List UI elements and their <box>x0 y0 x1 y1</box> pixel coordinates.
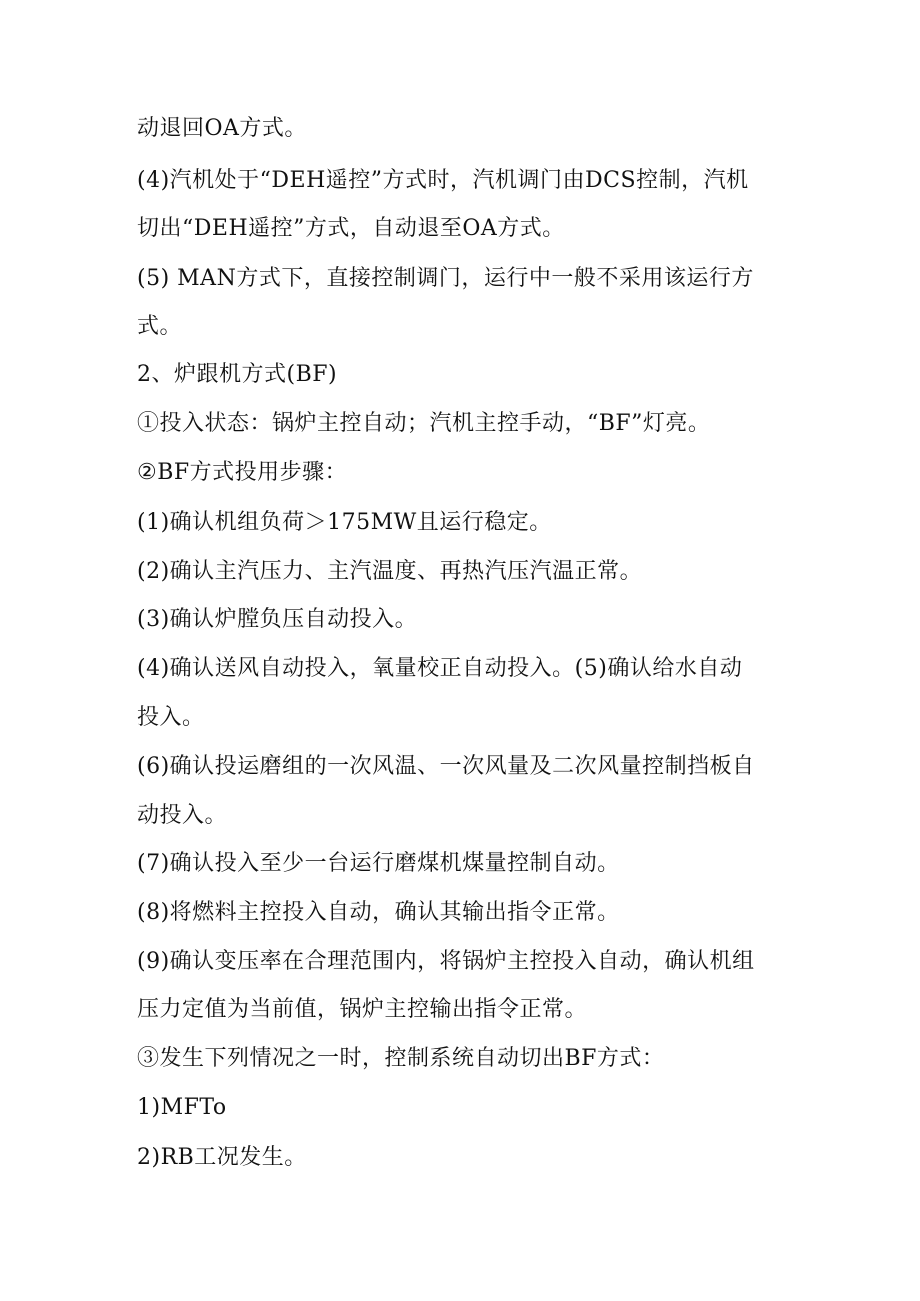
list-item: (8)将燃料主控投入自动，确认其输出指令正常。 <box>137 900 620 925</box>
text-line: ①投入状态：锅炉主控自动；汽机主控手动，“BF”灯亮。 <box>137 411 711 436</box>
text-line: ②BF方式投用步骤： <box>137 460 348 485</box>
text-line: 投入。 <box>137 705 205 730</box>
text-line: 动投入。 <box>137 803 228 828</box>
text-line: (4)汽机处于“DEH遥控”方式时，汽机调门由DCS控制，汽机 <box>137 168 749 193</box>
text-line: ③发生下列情况之一时，控制系统自动切出BF方式： <box>137 1046 665 1071</box>
list-item: (3)确认炉膛负压自动投入。 <box>137 607 418 632</box>
list-item: (9)确认变压率在合理范围内，将锅炉主控投入自动，确认机组 <box>137 949 755 974</box>
list-item: (1)确认机组负荷＞175MW且运行稳定。 <box>137 510 552 535</box>
list-item: (2)确认主汽压力、主汽温度、再热汽压汽温正常。 <box>137 559 643 584</box>
list-item: (6)确认投运磨组的一次风温、一次风量及二次风量控制挡板自 <box>137 754 755 779</box>
list-item: (4)确认送风自动投入，氧量校正自动投入。(5)确认给水自动 <box>137 656 743 681</box>
text-line: 式。 <box>137 314 183 339</box>
text-line: 压力定值为当前值，锅炉主控输出指令正常。 <box>137 997 588 1022</box>
list-item: 1)MFTo <box>137 1095 227 1120</box>
section-heading: 2、炉跟机方式(BF) <box>137 362 338 387</box>
list-item: 2)RB工况发生。 <box>137 1145 307 1170</box>
text-line: (5) MAN方式下，直接控制调门，运行中一般不采用该运行方 <box>137 266 754 291</box>
text-line: 切出“DEH遥控”方式，自动退至OA方式。 <box>137 216 565 241</box>
list-item: (7)确认投入至少一台运行磨煤机煤量控制自动。 <box>137 851 620 876</box>
text-line: 动退回OA方式。 <box>137 116 307 141</box>
